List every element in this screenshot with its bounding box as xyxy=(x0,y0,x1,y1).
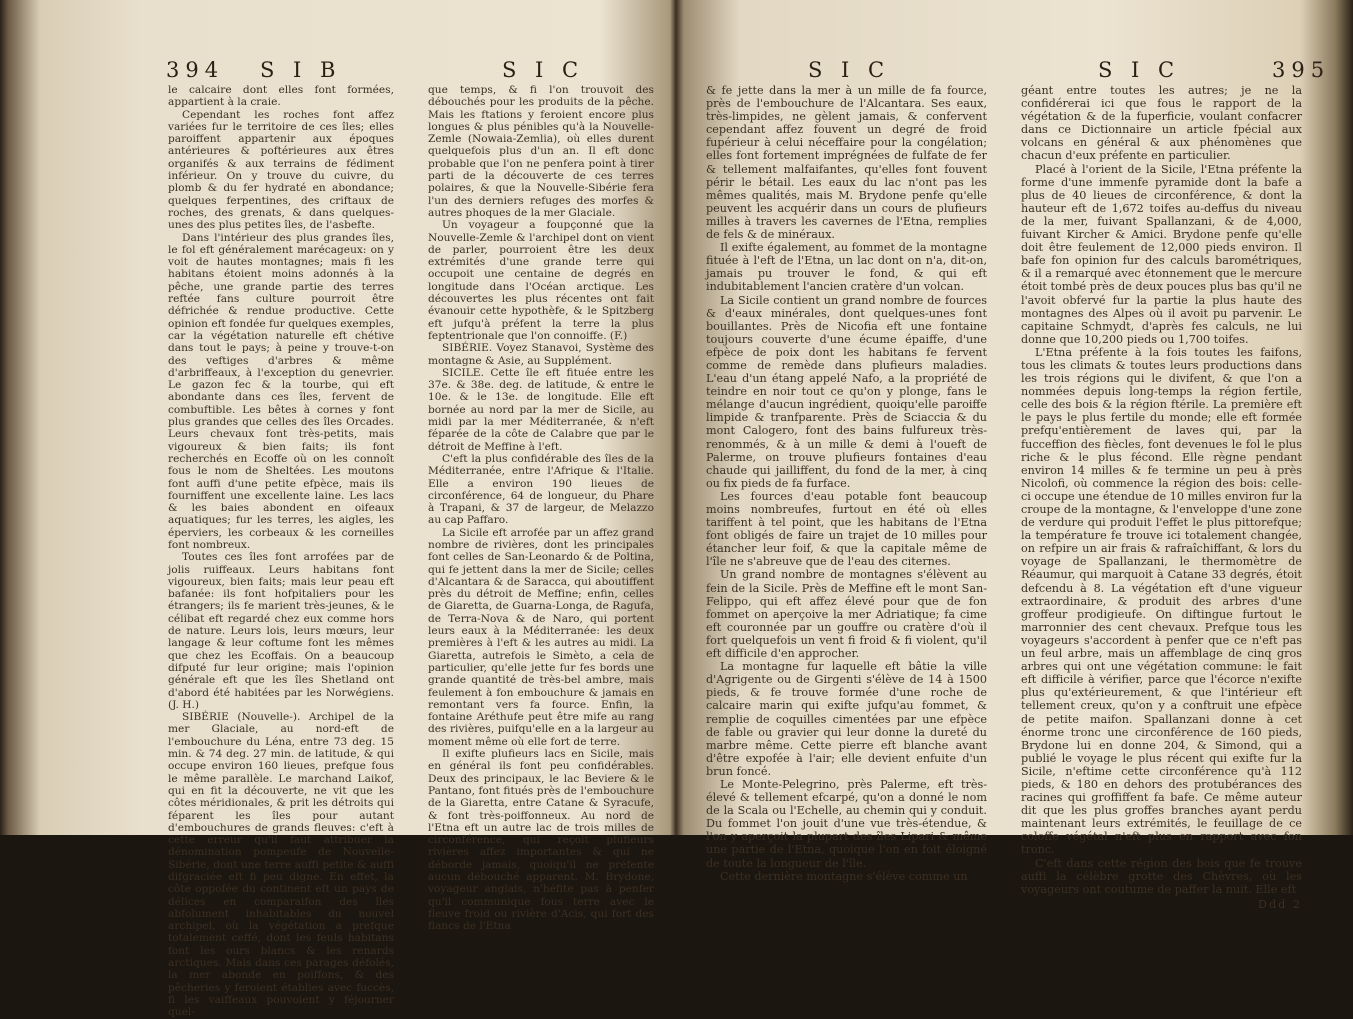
signature-mark: Ddd 2 xyxy=(1258,897,1302,911)
paragraph: Les fources d'eau potable font beaucoup moins nombreufes, furtout en été où elles tariffent à tel point, que les habitans de l'Etna font obligés de faire un trajet de 10 milles pour étancher leur foif, & que la capitale même de l'île ne s'abreuve que de l'eau des citernes. xyxy=(706,489,987,569)
running-head-right: S I C xyxy=(1098,58,1181,82)
running-head-left: S I B xyxy=(260,58,342,82)
paragraph: SIBÉRIE (Nouvelle-). Archipel de la mer Glaciale, au nord-eft de l'embouchure du Léna, entre 73 deg. 15 min. & 74 deg. 27 min. de latitude, & qui occupe environ 160 lieues, prefque fous le même parallèle. Le marchand Laikof, qui en fit la découverte, ne vit que les côtes méridionales, & prit les détroits qui féparent les îles pour autant d'embouchures de grands fleuves: c'eft à cette erreur qu'il faut attribuer la dénomination pompeufe de Nouvelle-Sibérie, dont une terre auffi petite & auffi difgraciée eft fi peu digne. En effet, la côte oppofée du continent eft un pays de délices en comparaifon des îles abfolument inhabitables du nouvel archipel, où la végétation a prefque totalement ceffé, dont les feuls habitans font les ours blancs & les renards arctiques. Mais dans ces parages défolés, la mer abonde en poiffons, & des pêcheries y feroient établies avec fuccès, fi les vaiffeaux pouvoient y féjourner quel- xyxy=(168,711,394,1019)
running-head-right: S I C xyxy=(502,58,585,82)
right-column-2 xyxy=(1003,84,1318,911)
paragraph: La montagne fur laquelle eft bâtie la ville d'Agrigente ou de Girgenti s'élève de 14 à 1500 pieds, & fe trouve formée d'une roche de calcaire marin qui exifte jufqu'au fommet, & remplie de coquilles cimentées par une efpèce de fable ou gravier qui leur donne la dureté du marbre même. Cette pierre eft blanche avant d'être expofée à l'air; elle devient enfuite d'un brun foncé. xyxy=(706,660,987,778)
running-head-left: S I C xyxy=(808,58,891,82)
left-page xyxy=(150,58,670,1019)
paragraph: Dans l'intérieur des plus grandes îles, le fol eft généralement marécageux: on y voit de hautes montagnes; mais fi les habitans étoient moins adonnés à la pêche, une grande partie des terres reftée fans culture pourroit être défrichée & rendue productive. Cette opinion eft fondée fur quelques exemples, car la végétation naturelle eft chétive dans tout le pays; à peine y trouve-t-on des veftiges d'arbres & même d'arbriffeaux, à l'exception du genevrier. Le gazon fec & la tourbe, qui eft abondante dans ces îles, fervent de combuftible. Les bêtes à cornes y font plus grandes que celles des îles Orcades. Leurs chevaux font très-petits, mais vigoureux & bien faits; ils font recherchés en Ecoffe où on les connoît fous le nom de Sheltées. Les moutons font auffi d'une petite efpèce, mais ils fourniffent une excellente laine. Les lacs & les baies abondent en oifeaux aquatiques; fur les terres, les aigles, les éperviers, les corbeaux & les corneilles font nombreux. xyxy=(168,231,394,551)
paragraph: Un grand nombre de montagnes s'élèvent au fein de la Sicile. Près de Meffine eft le mont San-Felippo, qui eft affez élevé pour que de fon fommet on aperçoive la mer Adriatique; fa cime eft couronnée par un gouffre ou cratère d'où il fort quelquefois un vent fi froid & fi violent, qu'il eft difficile d'en approcher. xyxy=(706,568,987,661)
paragraph: le calcaire dont elles font formées, appartient à la craie. xyxy=(168,84,394,109)
paragraph: Placé à l'orient de la Sicile, l'Etna préfente la forme d'une immenfe pyramide dont la bafe a plus de 40 lieues de circonférence, & dont la hauteur eft de 1,672 toifes au-deffus du niveau de la mer, fuivant Spallanzani, & de 4,000, fuivant Kircher & Amici. Brydone penfe qu'elle doit être feulement de 12,000 pieds environ. Il bafe fon opinion fur des calculs barométriques, & il a remarqué avec étonnement que le mercure étoit tombé près de deux pouces plus bas qu'il ne l'avoit obfervé fur la partie la plus haute des montagnes des Alpes où il avoit pu parvenir. Le capitaine Schmydt, d'après fes calculs, ne lui donne que 10,200 pieds ou 1,700 toifes. xyxy=(1021,162,1302,346)
paragraph: C'eft dans cette région des bois que fe trouve auffi la célèbre grotte des Chèvres, où les voyageurs ont coutume de paffer la nuit. Elle eft xyxy=(1021,856,1302,896)
paragraph: Il exifte plufieurs lacs en Sicile, mais en général ils font peu confidérables. Deux des principaux, le lac Beviere & le Pantano, font fitués près de l'embouchure de la Giaretta, entre Catane & Syracufe, & font très-poiffonneux. Au nord de l'Etna eft un autre lac de trois milles de circonférence, qui reçoit plufieurs rivières affez importantes & qui ne déborde jamais, quoiqu'il ne préfente aucun débouché apparent. M. Brydone, voyageur anglais, n'héfite pas à penfer qu'il communique fous terre avec le fleuve froid ou rivière d'Acis, qui fort des flancs de l'Etna xyxy=(428,748,654,933)
right-column-1 xyxy=(688,84,1003,883)
paragraph: que temps, & fi l'on trouvoit des débouchés pour les produits de la pêche. Mais les ftations y feroient encore plus longues & plus pénibles qu'à la Nouvelle-Zemle (Nowaia-Zemlia), où elles durent quelquefois plus d'un an. Il eft donc probable que l'on ne penfera point à tirer parti de la découverte de ces terres polaires, & que la Nouvelle-Sibérie fera l'un des derniers refuges des morfes & autres phoques de la mer Glaciale. xyxy=(428,84,654,219)
left-column-1 xyxy=(150,84,410,1019)
paragraph: La Sicile contient un grand nombre de fources & d'eaux minérales, dont quelques-unes font bouillantes. Près de Nicofia eft une fontaine toujours couverte d'une écume épaiffe, d'une efpèce de poix dont les habitans fe fervent comme de remède dans plufieurs maladies. L'eau d'un étang appelé Nafo, a la propriété de teindre en noir tout ce qu'on y plonge, fans le mélange d'aucun ingrédient, quoiqu'elle paroiffe limpide & tranfparente. Près de Sciaccia & du mont Calogero, font des bains fulfureux très-renommés, & à un mille & demi à l'oueft de Palerme, on trouve plufieurs fontaines d'eau chaude qui jailliffent, du fond de la mer, à cinq ou fix pieds de fa furface. xyxy=(706,293,987,490)
left-column-2 xyxy=(410,84,670,933)
paragraph: Toutes ces îles font arrofées par de jolis ruiffeaux. Leurs habitans font vigoureux, bien faits; mais leur peau eft bafanée: ils font hofpitaliers pour les étrangers; ils fe marient très-jeunes, & le célibat eft regardé chez eux comme hors de nature. Leurs lois, leurs mœurs, leur langage & leur coftume font les mêmes que chez les Ecoffais. On a beaucoup difputé fur leur origine; mais l'opinion générale eft que les îles Shetland ont d'abord été habitées par les Norwégiens. (J. H.) xyxy=(168,551,394,711)
paragraph: Un voyageur a foupçonné que la Nouvelle-Zemle & l'archipel dont on vient de parler, pourroient être les deux extrémités d'une grande terre qui occupoit une centaine de degrés en longitude dans l'Océan arctique. Les découvertes les plus récentes ont fait évanouir cette hypothèfe, & le Spitzberg eft jufqu'à préfent la terre la plus feptentrionale que l'on connoiffe. (F.) xyxy=(428,219,654,342)
paragraph: L'Etna préfente à la fois toutes les faifons, tous les climats & toutes leurs productions dans les trois régions qui le divifent, & que l'on a nommées depuis long-temps la région fertile, celle des bois & la région ftérile. La première eft le pays le plus fertile du monde; elle eft formée prefqu'entièrement de laves qui, par la fucceffion des fiècles, font devenues le fol le plus riche & le plus fécond. Elle règne pendant environ 14 milles & fe termine un peu à près Nicolofi, où commence la région des bois: celle-ci occupe une étendue de 10 milles environ fur la croupe de la montagne, & l'enveloppe d'une zone de verdure qui produit l'effet le plus pittorefque; la température fe trouve ici totalement changée, on refpire un air frais & rafraîchiffant, & lors du voyage de Spallanzani, le thermomètre de Réaumur, qui marquoit à Catane 33 degrés, étoit defcendu à 8. La végétation eft d'une vigueur extraordinaire, & produit des arbres d'une groffeur prodigieufe. On diftingue furtout le marronnier des cent chevaux. Prefque tous les voyageurs s'accordent à penfer que ce n'eft pas un feul arbre, mais un affemblage de cinq gros arbres qui ont une végétation commune: le fait eft difficile à vérifier, parce que l'écorce n'exifte plus qu'extérieurement, & que l'intérieur eft tellement creux, qu'on y a conftruit une efpèce de petite maifon. Spallanzani donne à cet énorme tronc une circonférence de 160 pieds, Brydone lui en donne 204, & Simond, qui a publié le voyage le plus récent qui exifte fur la Sicile, n'eftime cette circonférence qu'à 112 pieds, & 180 en dehors des protubérances des racines qui groffiffent fa bafe. Ce même auteur dit que les plus groffes branches ayant perdu maintenant leurs extrémités, le feuillage de ce coloffe végétal n'eft plus en rapport avec fon tronc. xyxy=(1021,345,1302,857)
paragraph: SICILE. Cette île eft fituée entre les 37e. & 38e. deg. de latitude, & entre le 10e. & le 13e. de longitude. Elle eft bornée au nord par la mer de Sicile, au midi par la mer Méditerranée, & n'eft féparée de la côte de Calabre que par le détroit de Meffine à l'eft. xyxy=(428,366,654,453)
page-number: 394 xyxy=(166,58,225,82)
paragraph: Il exifte également, au fommet de la montagne fituée à l'eft de l'Etna, un lac dont on n'a, dit-on, jamais pu trouver le fond, & qui eft indubitablement l'ancien cratère d'un volcan. xyxy=(706,241,987,294)
paragraph: La Sicile eft arrofée par un affez grand nombre de rivières, dont les principales font celles de San-Leonardo & de Poltina, qui fe jettent dans la mer de Sicile; celles d'Alcantara & de Saracca, qui aboutiffent près du détroit de Meffine; enfin, celles de Giaretta, de Guarna-Longa, de Ragufa, de Terra-Nova & de Naro, qui portent leurs eaux à la Méditerranée: les deux premières à l'eft & les autres au midi. La Giaretta, autrefois le Simèto, a cela de particulier, qu'elle jette fur fes bords une grande quantité de très-bel ambre, mais feulement à fon embouchure & jamais en remontant vers fa fource. Enfin, la fontaine Aréthufe peut être mife au rang des rivières, puifqu'elle en a la largeur au moment même où elle fort de terre. xyxy=(428,526,654,748)
page-number: 395 xyxy=(1272,58,1331,82)
paragraph: Le Monte-Pelegrino, près Palerme, eft très-élevé & tellement efcarpé, qu'on a donné le nom de la Scala ou l'Echelle, au chemin qui y conduit. Du fommet l'on jouit d'une vue très-étendue, & l'on y aperçoit la plupart des îles Lipari & même une partie de l'Etna, quoique l'on en foit éloigné de toute la longueur de l'île. xyxy=(706,777,987,870)
paragraph: & fe jette dans la mer à un mille de fa fource, près de l'embouchure de l'Alcantara. Ses eaux, très-limpides, ne gèlent jamais, & confervent cependant affez fouvent un degré de froid fupérieur à celui néceffaire pour la congélation; elles font fortement imprégnées de fulfate de fer & tellement malfaifantes, qu'elles font fouvent périr le bétail. Les eaux du lac n'ont pas les mêmes qualités, mais M. Brydone penfe qu'elle peuvent les acquérir dans un cours de plufieurs milles à travers les cavernes de l'Etna, remplies de fels & de minéraux. xyxy=(706,84,987,242)
right-page xyxy=(688,58,1331,911)
paragraph: géant entre toutes les autres; je ne la confidérerai ici que fous le rapport de la végétation & de la fuperficie, voulant confacrer dans ce Dictionnaire un article fpécial aux volcans en général & aux phénomènes que chacun d'eux préfente en particulier. xyxy=(1021,84,1302,163)
paragraph: SIBÉRIE. Voyez Stanavoi, Système des montagne & Asie, au Supplément. xyxy=(428,342,654,367)
paragraph: Cette dernière montagne s'élève comme un xyxy=(720,869,968,883)
paragraph: Cependant les roches font affez variées fur le territoire de ces îles; elles paroiffent appartenir aux époques antérieures & poftérieures aux êtres organifés & aux terrains de fédiment inférieur. On y trouve du cuivre, du plomb & du fer hydraté en abondance; quelques ferpentines, des criftaux de roches, des grenats, & dans quelques-unes des plus petites îles, de l'asbefte. xyxy=(168,108,394,232)
paragraph: C'eft la plus confidérable des îles de la Méditerranée, entre l'Afrique & l'Italie. Elle a environ 190 lieues de circonférence, 64 de longueur, du Phare à Trapani, & 37 de largeur, de Melazzo au cap Paffaro. xyxy=(428,452,654,527)
